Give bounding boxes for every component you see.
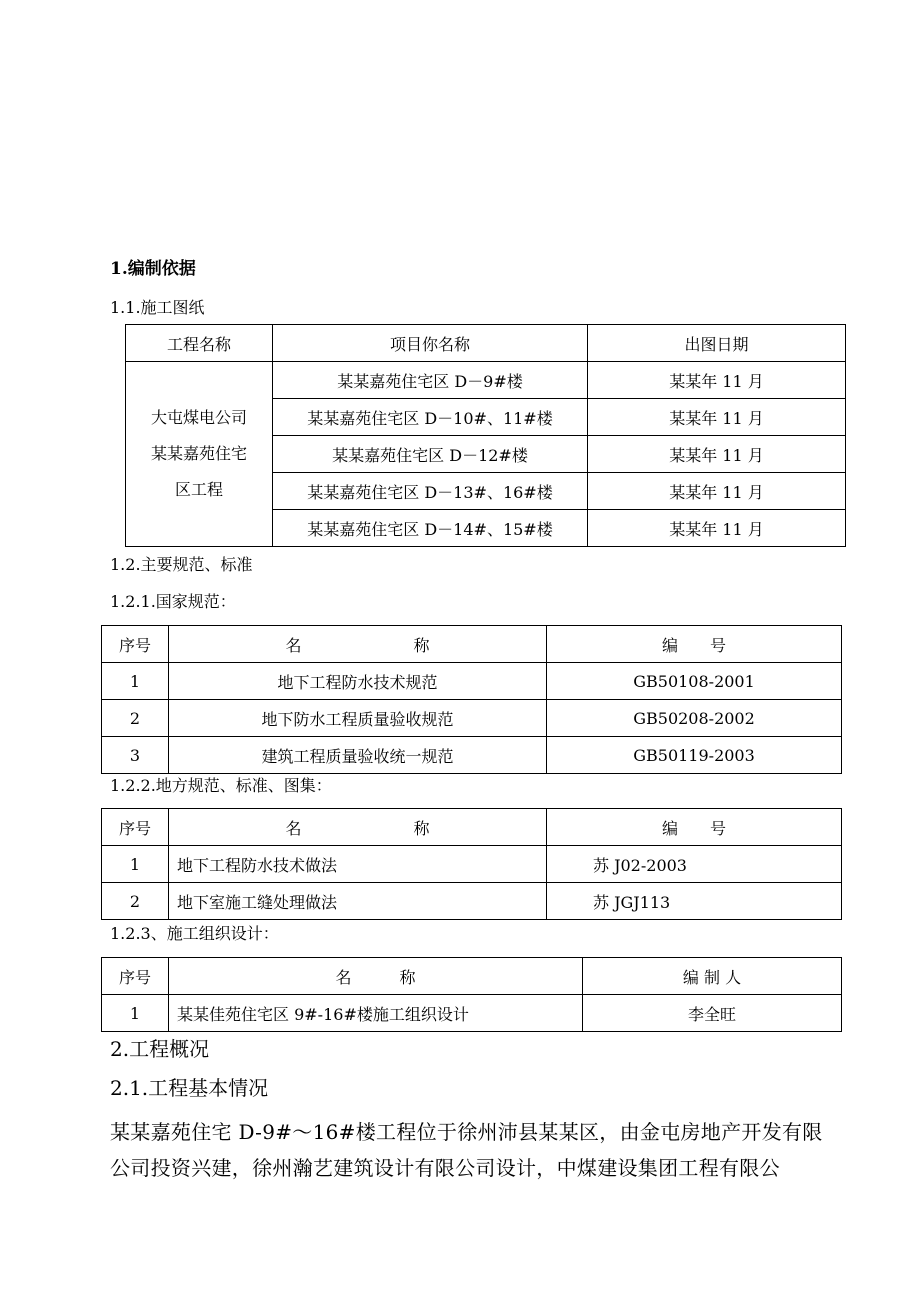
- header-code: 编 号: [547, 626, 842, 663]
- name-cell: 地下工程防水技术规范: [169, 663, 547, 700]
- date-cell: 某某年 11 月: [588, 510, 846, 547]
- table-row: [102, 663, 842, 700]
- header-no: 序号: [102, 809, 169, 846]
- project-name-line: 大屯煤电公司: [150, 408, 247, 427]
- table-row: [102, 846, 842, 883]
- project-name-cell: [126, 362, 273, 547]
- header-no: 序号: [102, 958, 169, 995]
- item-cell: 某某嘉苑住宅区 D－14#、15#楼: [273, 510, 588, 547]
- section-1-2-1-title: 1.2.1.国家规范：: [110, 592, 236, 611]
- header-name: 名 称: [169, 809, 547, 846]
- item-cell: 某某嘉苑住宅区 D－13#、16#楼: [273, 473, 588, 510]
- header-author: 编 制 人: [583, 958, 842, 995]
- national-standards-table: [101, 625, 842, 774]
- drawings-table: [125, 324, 846, 547]
- header-name: 名 称: [169, 626, 547, 663]
- code-cell: GB50119-2003: [547, 737, 842, 774]
- section-1-2-2-title: 1.2.2.地方规范、标准、图集：: [110, 776, 332, 795]
- local-standards-table: [101, 808, 842, 920]
- name-cell: 地下工程防水技术做法: [169, 846, 547, 883]
- no-cell: 1: [102, 663, 169, 700]
- date-cell: 某某年 11 月: [588, 399, 846, 436]
- section-1-1-title: 1.1.施工图纸: [110, 298, 205, 317]
- no-cell: 1: [102, 995, 169, 1032]
- table-row: [102, 995, 842, 1032]
- section-2-1-title: 2.1.工程基本情况: [110, 1076, 269, 1100]
- header-code: 编 号: [547, 809, 842, 846]
- date-cell: 某某年 11 月: [588, 362, 846, 399]
- project-name-line: 区工程: [174, 480, 223, 499]
- table-header-row: [102, 809, 842, 846]
- code-cell: 苏 JGJ113: [547, 883, 842, 920]
- section-1-2-title: 1.2.主要规范、标准: [110, 555, 253, 574]
- name-cell: 地下防水工程质量验收规范: [169, 700, 547, 737]
- overview-paragraph: 某某嘉苑住宅 D-9#～16#楼工程位于徐州沛县某某区，由金屯房地产开发有限公司投资兴建，徐州瀚艺建筑设计有限公司设计，中煤建设集团工程有限公: [110, 1120, 823, 1180]
- header-date: 出图日期: [588, 325, 846, 362]
- header-project-name: 工程名称: [126, 325, 273, 362]
- name-cell: 建筑工程质量验收统一规范: [169, 737, 547, 774]
- author-cell: 李全旺: [583, 995, 842, 1032]
- section-2-title: 2.工程概况: [110, 1037, 210, 1061]
- name-cell: 地下室施工缝处理做法: [169, 883, 547, 920]
- construction-org-table: [101, 957, 842, 1032]
- no-cell: 2: [102, 700, 169, 737]
- table-header-row: [102, 958, 842, 995]
- table-row: [126, 362, 846, 399]
- table-header-row: [102, 626, 842, 663]
- name-cell: 某某佳苑住宅区 9#-16#楼施工组织设计: [169, 995, 583, 1032]
- no-cell: 3: [102, 737, 169, 774]
- date-cell: 某某年 11 月: [588, 473, 846, 510]
- code-cell: 苏 J02-2003: [547, 846, 842, 883]
- header-item-name: 项目你名称: [273, 325, 588, 362]
- no-cell: 2: [102, 883, 169, 920]
- table-row: [102, 700, 842, 737]
- header-name: 名 称: [169, 958, 583, 995]
- section-1-2-3-title: 1.2.3、施工组织设计：: [110, 924, 279, 943]
- section-1-title: 1.编制依据: [110, 259, 196, 279]
- item-cell: 某某嘉苑住宅区 D－10#、11#楼: [273, 399, 588, 436]
- item-cell: 某某嘉苑住宅区 D－9#楼: [273, 362, 588, 399]
- table-row: [102, 883, 842, 920]
- project-name-line: 某某嘉苑住宅: [150, 444, 247, 463]
- table-header-row: [126, 325, 846, 362]
- header-no: 序号: [102, 626, 169, 663]
- no-cell: 1: [102, 846, 169, 883]
- code-cell: GB50208-2002: [547, 700, 842, 737]
- item-cell: 某某嘉苑住宅区 D－12#楼: [273, 436, 588, 473]
- code-cell: GB50108-2001: [547, 663, 842, 700]
- table-row: [102, 737, 842, 774]
- date-cell: 某某年 11 月: [588, 436, 846, 473]
